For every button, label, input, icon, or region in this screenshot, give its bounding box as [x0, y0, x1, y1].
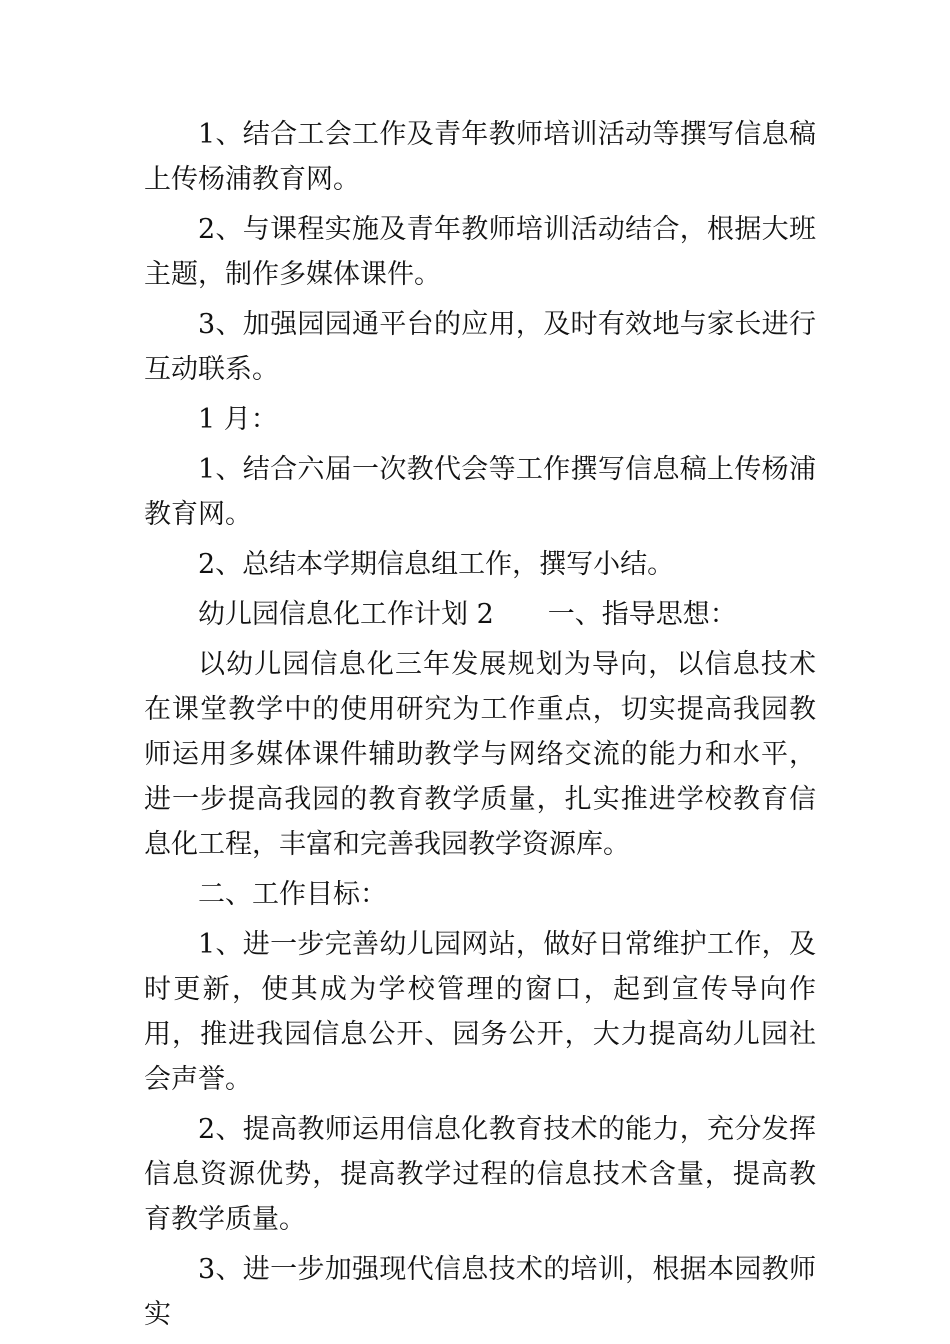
paragraph-item-3: 3、加强园园通平台的应用，及时有效地与家长进行互动联系。 — [144, 309, 816, 385]
goal-item-2: 2、提高教师运用信息化教育技术的能力，充分发挥信息资源优势，提高教学过程的信息技术含量，提高教育教学质量。 — [144, 1114, 816, 1235]
month-heading: 1 月： — [198, 404, 278, 435]
paragraph-item-5: 1、结合六届一次教代会等工作撰写信息稿上传杨浦教育网。 — [144, 454, 816, 530]
goal-item-1: 1、进一步完善幼儿园网站，做好日常维护工作，及时更新，使其成为学校管理的窗口，起到宣传导向作用，推进我园信息公开、园务公开，大力提高幼儿园社会声誉。 — [144, 929, 816, 1095]
paragraph-item-6: 2、总结本学期信息组工作，撰写小结。 — [198, 549, 675, 580]
document-body — [144, 112, 816, 1337]
goal-item-3: 3、进一步加强现代信息技术的培训，根据本园教师实 — [144, 1254, 816, 1330]
paragraph-item-1: 1、结合工会工作及青年教师培训活动等撰写信息稿上传杨浦教育网。 — [144, 119, 816, 195]
guiding-ideology-text: 以幼儿园信息化三年发展规划为导向，以信息技术在课堂教学中的使用研究为工作重点，切实提高我园教师运用多媒体课件辅助教学与网络交流的能力和水平，进一步提高我园的教育教学质量，扎实推进学校教育信息化工程，丰富和完善我园教学资源库。 — [144, 649, 816, 860]
paragraph-item-2: 2、与课程实施及青年教师培训活动结合，根据大班主题，制作多媒体课件。 — [144, 214, 816, 290]
work-goals-heading: 二、工作目标： — [198, 879, 387, 910]
section-title: 幼儿园信息化工作计划 2 一、指导思想： — [198, 599, 737, 630]
